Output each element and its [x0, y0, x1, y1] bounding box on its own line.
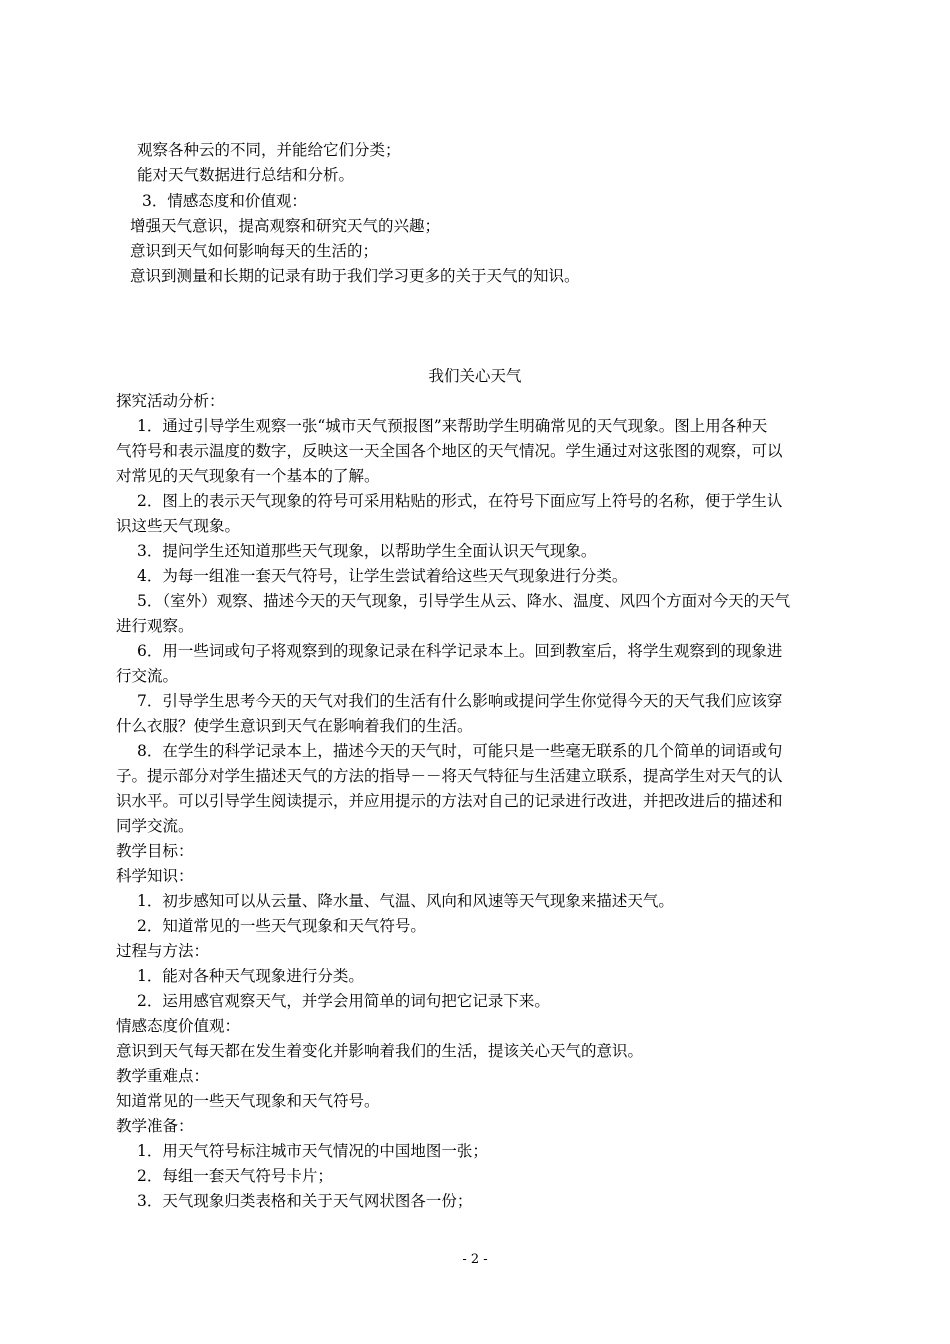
activity-line: 行交流。 [116, 667, 179, 685]
goals-heading: 教学目标： [116, 842, 194, 860]
activity-line: 6．用一些词或句子将观察到的现象记录在科学记录本上。回到教室后，将学生观察到的现象进 [137, 642, 783, 660]
activity-line: 7．引导学生思考今天的天气对我们的生活有什么影响或提问学生你觉得今天的天气我们应该穿 [137, 692, 783, 710]
paragraph-line: 能对天气数据进行总结和分析。 [137, 166, 355, 184]
activity-line: 3．提问学生还知道那些天气现象，以帮助学生全面认识天气现象。 [137, 542, 597, 560]
activity-line: 4．为每一组准一套天气符号，让学生尝试着给这些天气现象进行分类。 [137, 567, 628, 585]
activity-line: 同学交流。 [116, 817, 194, 835]
activity-line: 子。提示部分对学生描述天气的方法的指导－－将天气特征与生活建立联系，提高学生对天气的认 [116, 767, 783, 785]
page-number: - 2 - [462, 1252, 488, 1267]
knowledge-heading: 科学知识： [116, 867, 194, 885]
paragraph-line: 3．情感态度和价值观： [142, 192, 307, 210]
activity-line: 5．（室外）观察、描述今天的天气现象，引导学生从云、降水、温度、风四个方面对今天的天气 [137, 592, 791, 610]
activity-line: 2．图上的表示天气现象的符号可采用粘贴的形式，在符号下面应写上符号的名称，便于学生认 [137, 492, 783, 510]
knowledge-item: 2．知道常见的一些天气现象和天气符号。 [137, 917, 426, 935]
process-item: 1．能对各种天气现象进行分类。 [137, 967, 364, 985]
process-heading: 过程与方法： [116, 942, 210, 960]
attitude-text: 意识到天气每天都在发生着变化并影响着我们的生活，提该关心天气的意识。 [116, 1042, 644, 1060]
activity-line: 进行观察。 [116, 617, 194, 635]
process-item: 2．运用感官观察天气，并学会用简单的词句把它记录下来。 [137, 992, 550, 1010]
prep-item: 1．用天气符号标注城市天气情况的中国地图一张； [137, 1142, 488, 1160]
attitude-heading: 情感态度价值观： [116, 1017, 241, 1035]
prep-item: 2．每组一套天气符号卡片； [137, 1167, 333, 1185]
activity-line: 识这些天气现象。 [116, 517, 241, 535]
activity-line: 气符号和表示温度的数字，反映这一天全国各个地区的天气情况。学生通过对这张图的观察，可以 [116, 442, 783, 460]
activity-line: 识水平。可以引导学生阅读提示，并应用提示的方法对自己的记录进行改进，并把改进后的描述和 [116, 792, 783, 810]
knowledge-item: 1．初步感知可以从云量、降水量、气温、风向和风速等天气现象来描述天气。 [137, 892, 674, 910]
activity-line: 1．通过引导学生观察一张“城市天气预报图”来帮助学生明确常见的天气现象。图上用各种天 [137, 417, 768, 435]
key-heading: 教学重难点： [116, 1067, 210, 1085]
activity-line: 对常见的天气现象有一个基本的了解。 [116, 467, 380, 485]
analysis-heading: 探究活动分析： [116, 392, 225, 410]
activity-line: 8．在学生的科学记录本上，描述今天的天气时，可能只是一些毫无联系的几个简单的词语或句 [137, 742, 783, 760]
key-text: 知道常见的一些天气现象和天气符号。 [116, 1092, 380, 1110]
prep-heading: 教学准备： [116, 1117, 194, 1135]
paragraph-line: 增强天气意识，提高观察和研究天气的兴趣； [130, 217, 441, 235]
paragraph-line: 意识到天气如何影响每天的生活的； [130, 242, 379, 260]
paragraph-line: 意识到测量和长期的记录有助于我们学习更多的关于天气的知识。 [130, 267, 580, 285]
section-title: 我们关心天气 [428, 367, 522, 385]
prep-item: 3．天气现象归类表格和关于天气网状图各一份； [137, 1192, 473, 1210]
paragraph-line: 观察各种云的不同，并能给它们分类； [137, 141, 401, 159]
activity-line: 什么衣服？使学生意识到天气在影响着我们的生活。 [116, 717, 473, 735]
